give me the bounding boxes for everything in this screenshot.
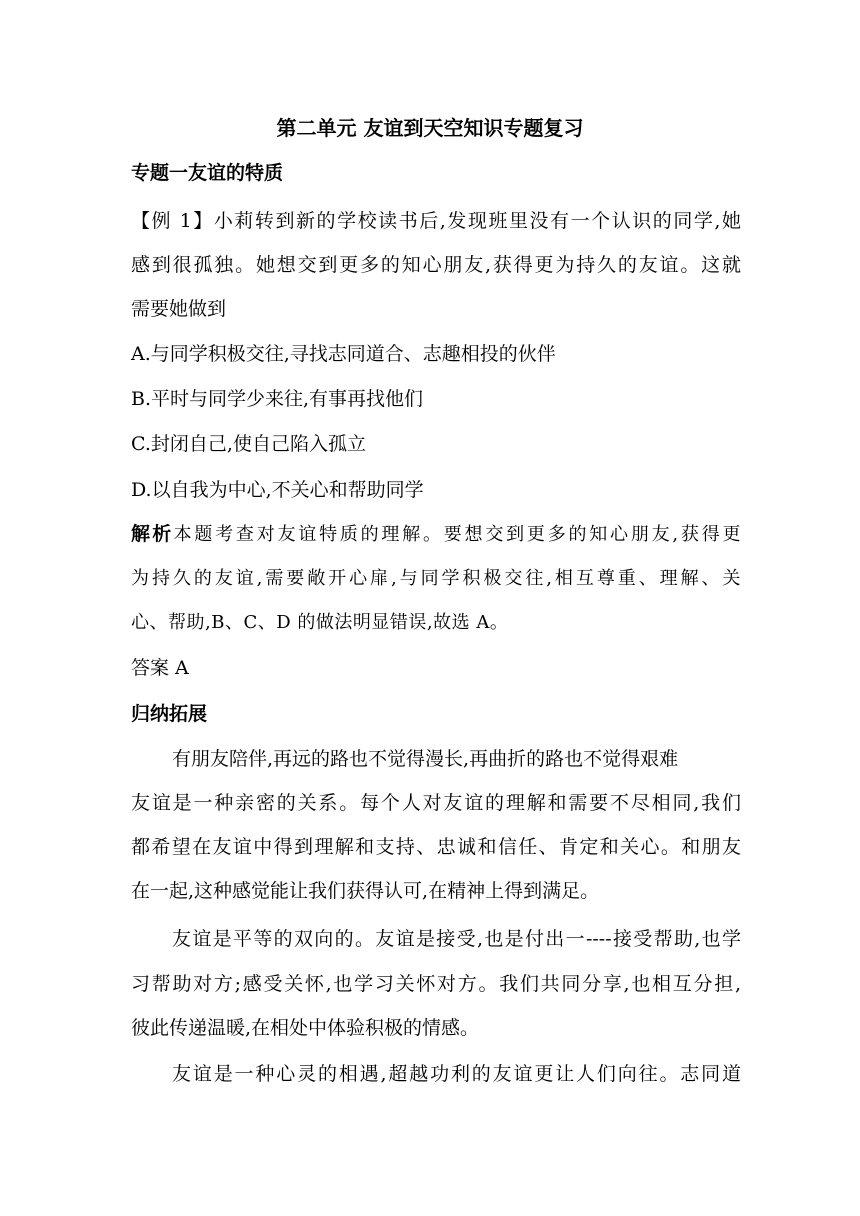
analysis-text-1: 本题考查对友谊特质的理解。要想交到更多的知心朋友,获得更 xyxy=(173,524,741,545)
analysis-line-1 xyxy=(131,520,741,549)
example-text-1: 小莉转到新的学校读书后,发现班里没有一个认识的同学,她 xyxy=(213,210,741,232)
example-label: 【例 1】 xyxy=(131,210,214,232)
summary-p2-line-1: 友谊是平等的双向的。友谊是接受,也是付出一----接受帮助,也学 xyxy=(172,928,741,950)
document-title: 第二单元 友谊到天空知识专题复习 xyxy=(276,116,584,140)
option-a: A.与同学积极交往,寻找志同道合、志趣相投的伙伴 xyxy=(131,343,556,365)
example-line-2: 感到很孤独。她想交到更多的知心朋友,获得更为持久的友谊。这就 xyxy=(131,254,741,276)
summary-p1-line-3: 都希望在友谊中得到理解和支持、忠诚和信任、肯定和关心。和朋友 xyxy=(131,836,741,858)
answer-line: 答案 A xyxy=(131,657,189,679)
summary-p1-line-2: 友谊是一种亲密的关系。每个人对友谊的理解和需要不尽相同,我们 xyxy=(131,792,741,814)
summary-p1-line-4: 在一起,这种感觉能让我们获得认可,在精神上得到满足。 xyxy=(131,880,600,902)
summary-p2-line-2: 习帮助对方;感受关怀,也学习关怀对方。我们共同分享,也相互分担, xyxy=(131,973,741,995)
section-heading: 专题一友谊的特质 xyxy=(131,162,284,184)
summary-heading: 归纳拓展 xyxy=(131,703,208,725)
analysis-label: 解析 xyxy=(131,523,174,545)
summary-p3-line-1: 友谊是一种心灵的相遇,超越功利的友谊更让人们向往。志同道 xyxy=(172,1063,741,1085)
summary-p1-line-1: 有朋友陪伴,再远的路也不觉得漫长,再曲折的路也不觉得艰难 xyxy=(172,748,679,770)
option-d: D.以自我为中心,不关心和帮助同学 xyxy=(131,479,424,501)
option-b: B.平时与同学少来往,有事再找他们 xyxy=(131,388,424,410)
option-c: C.封闭自己,使自己陷入孤立 xyxy=(131,433,366,455)
example-line-1 xyxy=(131,207,741,235)
example-line-3: 需要她做到 xyxy=(131,298,227,320)
summary-p2-line-3: 彼此传递温暖,在相处中体验积极的情感。 xyxy=(131,1017,480,1039)
analysis-line-3: 心、帮助,B、C、D 的做法明显错误,故选 A。 xyxy=(131,612,509,633)
analysis-line-2: 为持久的友谊,需要敞开心扉,与同学积极交往,相互尊重、理解、关 xyxy=(131,568,741,589)
